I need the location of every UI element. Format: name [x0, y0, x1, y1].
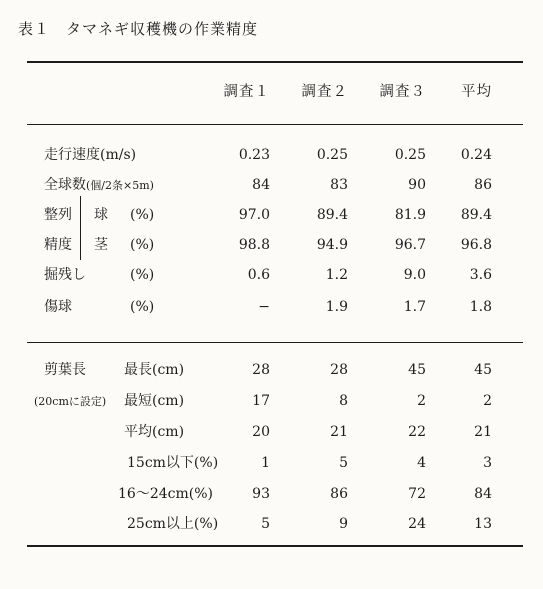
row-sublabel: 球 — [94, 207, 108, 223]
section-rule — [27, 342, 523, 343]
table-cell: 22 — [408, 424, 426, 440]
row-unit: (%) — [130, 237, 155, 253]
table-cell: 8 — [339, 393, 348, 409]
row-unit: (%) — [130, 299, 155, 315]
table-cell: 0.23 — [238, 147, 270, 163]
table-cell: 45 — [474, 362, 492, 378]
table-cell: 0.25 — [316, 147, 348, 163]
table-cell: 1 — [261, 455, 270, 471]
table-cell: 45 — [408, 362, 426, 378]
table-cell: 84 — [474, 486, 492, 502]
row-label-main: 全球数 — [44, 177, 86, 193]
bracket-line — [80, 196, 81, 260]
row-label: 15cm以下(%) — [127, 455, 219, 471]
table-cell: 21 — [330, 424, 348, 440]
row-label: 平均(cm) — [124, 424, 185, 440]
table-cell: 9.0 — [403, 267, 426, 283]
table-cell: 5 — [339, 455, 348, 471]
table-cell: 86 — [330, 486, 348, 502]
column-header: 調査１ — [223, 84, 270, 100]
row-unit: (%) — [130, 267, 155, 283]
table-cell: 5 — [261, 516, 270, 532]
row-label: 整列 — [44, 207, 72, 223]
caption-title: タマネギ収穫機の作業精度 — [66, 20, 259, 38]
table-cell: 17 — [252, 393, 270, 409]
caption-number: 表１ — [18, 20, 51, 38]
table-caption — [18, 18, 258, 39]
header-rule — [27, 124, 523, 125]
row-label: 傷球 — [44, 299, 72, 315]
table-cell: 2 — [483, 393, 492, 409]
table-cell: 84 — [252, 177, 270, 193]
table-cell: 4 — [417, 455, 426, 471]
top-rule — [27, 61, 523, 63]
row-label: 16～24cm(%) — [118, 486, 213, 502]
table-cell: 89.4 — [316, 207, 348, 223]
table-cell: 93 — [252, 486, 270, 502]
row-label: 走行速度(m/s) — [44, 147, 137, 163]
row-label: 最短(cm) — [124, 393, 185, 409]
table-cell: 13 — [474, 516, 492, 532]
row-label: 精度 — [44, 237, 72, 253]
row-label-unit: (個/2条×5m) — [86, 179, 154, 192]
table-cell: 9 — [339, 516, 348, 532]
table-cell: 20 — [252, 424, 270, 440]
table-cell: 86 — [474, 177, 492, 193]
row-label: 最長(cm) — [124, 362, 185, 378]
table-cell: 0.24 — [460, 147, 492, 163]
table-cell: 96.8 — [460, 237, 492, 253]
table-cell: 81.9 — [394, 207, 426, 223]
table-cell: 1.8 — [469, 299, 492, 315]
bottom-rule — [27, 545, 523, 547]
table-cell: 97.0 — [238, 207, 270, 223]
row-label: 掘残し — [44, 267, 86, 283]
table-cell: 2 — [417, 393, 426, 409]
row-label — [44, 176, 154, 195]
column-header: 調査３ — [379, 84, 426, 100]
column-header: 調査２ — [301, 84, 348, 100]
table-cell: 94.9 — [316, 237, 348, 253]
group-label: 剪葉長 — [44, 362, 86, 378]
table-cell: 0.6 — [247, 267, 270, 283]
table-cell: 28 — [330, 362, 348, 378]
group-note: (20cmに設定) — [34, 395, 107, 408]
table-cell: 28 — [252, 362, 270, 378]
table-cell: 24 — [408, 516, 426, 532]
table-cell: 21 — [474, 424, 492, 440]
table-cell: 0.25 — [394, 147, 426, 163]
row-unit: (%) — [130, 207, 155, 223]
table-cell: 1.9 — [325, 299, 348, 315]
table-cell: 72 — [408, 486, 426, 502]
table-cell: 83 — [330, 177, 348, 193]
table-cell: 98.8 — [238, 237, 270, 253]
table-cell: 1.2 — [325, 267, 348, 283]
table-cell: 89.4 — [460, 207, 492, 223]
table-cell: 1.7 — [403, 299, 426, 315]
row-label: 25cm以上(%) — [127, 516, 219, 532]
table-cell: − — [258, 299, 270, 315]
row-sublabel: 茎 — [94, 237, 108, 253]
table-cell: 96.7 — [394, 237, 426, 253]
table-cell: 3.6 — [469, 267, 492, 283]
column-header: 平均 — [461, 84, 492, 100]
table-cell: 3 — [483, 455, 492, 471]
table-cell: 90 — [408, 177, 426, 193]
